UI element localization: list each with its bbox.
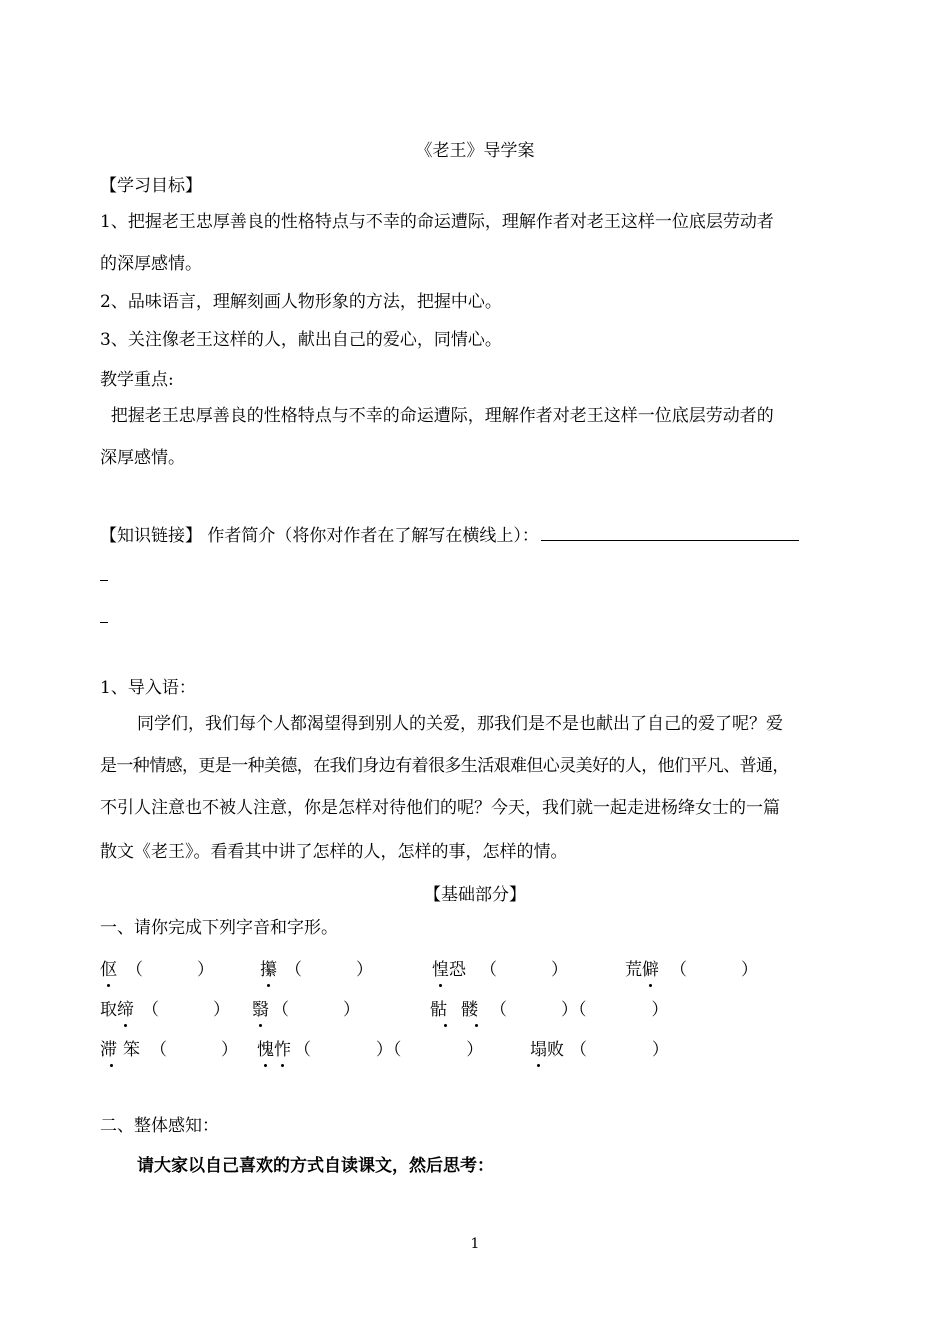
char-dotted: 僻: [642, 955, 659, 980]
intro-line-1: 同学们，我们每个人都渴望得到别人的关爱，那我们是不是也献出了自己的爱了呢？爱: [137, 714, 783, 734]
goal-3: 3、关注像老王这样的人，献出自己的爱心，同情心。: [100, 330, 502, 350]
focus-line-1: 把握老王忠厚善良的性格特点与不幸的命运遭际，理解作者对老王这样一位底层劳动者的: [100, 406, 774, 426]
intro-line-4: 散文《老王》。看看其中讲了怎样的人，怎样的事，怎样的情。: [100, 842, 568, 862]
char-dotted: 滞: [100, 1035, 123, 1060]
char-item: [260, 955, 277, 980]
intro-line-3: 不引人注意也不被人注意，你是怎样对待他们的呢？今天，我们就一起走进杨绛女士的一篇: [100, 798, 780, 818]
basics-header: 【基础部分】: [424, 885, 526, 905]
answer-paren[interactable]: （ ）: [272, 1000, 361, 1020]
char-item: [100, 955, 117, 980]
char-dotted: 骷: [430, 995, 461, 1020]
focus-header: 教学重点:: [100, 370, 174, 390]
goal-2: 2、品味语言，理解刻画人物形象的方法，把握中心。: [100, 292, 502, 312]
char-dotted: 怍: [274, 1035, 291, 1060]
char-dotted: 愧: [257, 1035, 274, 1060]
overall-instruction: 请大家以自己喜欢的方式自读课文，然后思考：: [137, 1156, 494, 1176]
knowledge-label: 【知识链接】 作者简介（将你对作者在了解写在横线上）：: [100, 526, 539, 546]
char-dotted: 伛: [100, 955, 117, 980]
char-item: [257, 1035, 291, 1060]
answer-blank-line-3[interactable]: [100, 622, 108, 623]
intro-header: 1、导入语：: [100, 678, 196, 698]
answer-blank-line-2[interactable]: [100, 580, 108, 581]
char-plain: 荒: [625, 960, 642, 980]
char-item: [625, 955, 659, 980]
char-plain: 取: [100, 1000, 117, 1020]
knowledge-link: [100, 526, 799, 546]
char-item: [530, 1035, 564, 1060]
char-item: [432, 955, 466, 980]
answer-paren[interactable]: （ ）: [570, 1040, 669, 1060]
answer-paren[interactable]: （ ）: [142, 1000, 231, 1020]
char-dotted: 缔: [117, 995, 134, 1020]
answer-paren[interactable]: （ ）: [480, 960, 569, 980]
char-item: [100, 995, 134, 1020]
answer-paren[interactable]: （ ）（ ）: [490, 1000, 669, 1020]
goals-header: 【学习目标】: [100, 176, 202, 196]
char-dotted: 塌: [530, 1035, 547, 1060]
answer-paren[interactable]: （ ）（ ）: [294, 1040, 484, 1060]
char-item: [430, 995, 492, 1020]
overall-header: 二、整体感知：: [100, 1116, 219, 1136]
focus-line-2: 深厚感情。: [100, 448, 185, 468]
char-plain: 恐: [449, 960, 466, 980]
char-plain: 笨: [123, 1040, 146, 1060]
page-title: 《老王》导学案: [415, 141, 535, 161]
basics-question-1: 一、请你完成下列字音和字形。: [100, 918, 338, 938]
char-item: [100, 1035, 146, 1060]
char-item: [252, 995, 269, 1020]
answer-paren[interactable]: （ ）: [670, 960, 759, 980]
goal-1-line-2: 的深厚感情。: [100, 254, 202, 274]
char-dotted: 惶: [432, 955, 449, 980]
intro-line-2: 是一种情感，更是一种美德，在我们身边有着很多生活艰难但心灵美好的人，他们平凡、普通，: [100, 756, 789, 776]
answer-paren[interactable]: （ ）: [285, 960, 374, 980]
char-plain: 败: [547, 1040, 564, 1060]
answer-paren[interactable]: （ ）: [150, 1040, 239, 1060]
answer-blank-line[interactable]: [541, 526, 799, 541]
char-dotted: 髅: [461, 995, 492, 1020]
goal-1-line-1: 1、把握老王忠厚善良的性格特点与不幸的命运遭际，理解作者对老王这样一位底层劳动者: [100, 212, 774, 232]
page-number: 1: [470, 1236, 480, 1252]
char-dotted: 攥: [260, 955, 277, 980]
char-dotted: 翳: [252, 995, 269, 1020]
answer-paren[interactable]: （ ）: [126, 960, 215, 980]
